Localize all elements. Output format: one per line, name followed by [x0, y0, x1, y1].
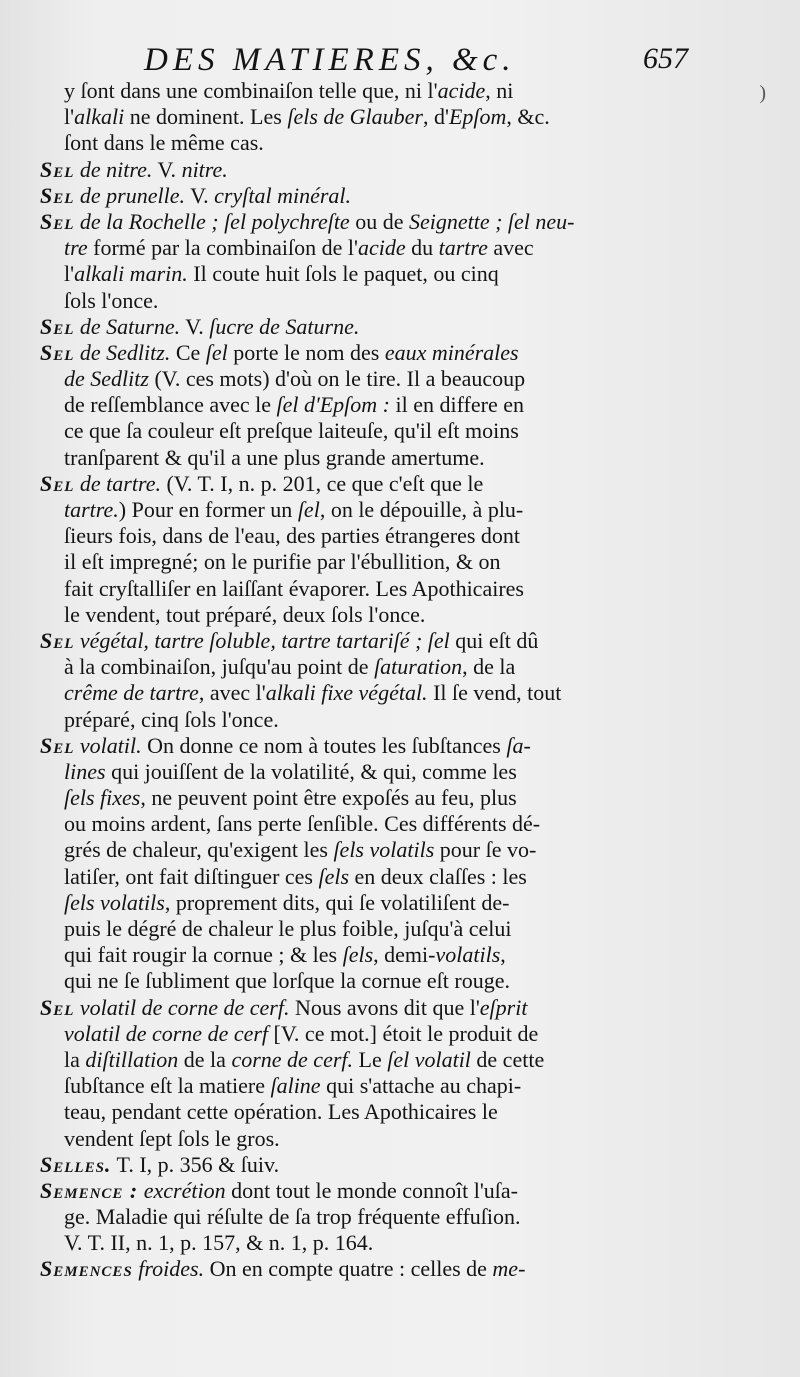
text-segment: Epſom: [448, 104, 507, 130]
entry-text-line: [40, 445, 702, 471]
text-segment: T. I, p. 356 & ſuiv.: [111, 1151, 280, 1177]
text-segment: qui s'attache au chapi-: [320, 1073, 522, 1099]
entry-headword-line: [40, 733, 702, 759]
text-segment: latiſer, ont fait diſtinguer ces: [64, 863, 319, 889]
text-segment: formé par la combinaiſon de l': [87, 235, 358, 261]
text-segment: végétal, tartre ſoluble, tartre tartariſé ; ſel: [74, 627, 450, 653]
text-segment: ſont dans le même cas.: [64, 130, 264, 156]
entry-headword-line: [40, 1256, 702, 1282]
text-segment: ſubſtance eſt la matiere: [64, 1073, 271, 1099]
entry-text-line: [40, 418, 702, 444]
text-segment: ou de: [349, 208, 409, 234]
text-segment: de cette: [470, 1046, 545, 1072]
text-segment: alkali marin.: [74, 261, 188, 287]
text-segment: acide: [437, 78, 486, 103]
entry-text-line: [40, 523, 702, 549]
text-segment: de Saturne.: [74, 313, 181, 339]
text-segment: à la combinaiſon, juſqu'au point de: [64, 654, 375, 680]
text-segment: teau, pendant cette opération. Les Apothicaires le: [64, 1099, 498, 1125]
text-segment: me-: [492, 1256, 526, 1282]
text-segment: diſtillation: [85, 1046, 179, 1072]
text-segment: avec: [487, 235, 534, 261]
text-segment: porte le nom des: [227, 339, 385, 365]
text-segment: vendent ſept ſols le gros.: [64, 1125, 280, 1151]
text-segment: tranſparent & qu'il a une plus grande amertume.: [64, 444, 485, 470]
entry-text-line: [40, 576, 702, 602]
text-segment: , demi-: [373, 942, 436, 968]
text-segment: volatils: [435, 942, 501, 968]
entry-headword-line: [40, 1178, 702, 1204]
text-segment: Nous avons dit que l': [289, 994, 480, 1020]
headword: Sel: [40, 156, 75, 182]
entry-text-line: [40, 837, 702, 863]
entry-text-line: [40, 366, 702, 392]
text-segment: lines: [64, 758, 106, 784]
headword: Sel: [40, 994, 75, 1020]
text-segment: volatil de corne de cerf: [64, 1020, 269, 1046]
text-segment: il en differe en: [390, 392, 524, 418]
headword: Sel: [40, 470, 75, 496]
text-segment: Le: [353, 1046, 388, 1072]
text-segment: volatil de corne de cerf.: [74, 994, 290, 1020]
running-title: DES MATIERES, &c.: [144, 42, 516, 78]
text-segment: de Sedlitz: [64, 366, 149, 392]
entry-text-line: [40, 707, 702, 733]
entry-headword-line: [40, 157, 702, 183]
entry-text-line: [40, 288, 702, 314]
text-segment: ) Pour en former un: [118, 497, 298, 522]
entry-headword-line: [40, 209, 702, 235]
text-segment: ſa-: [506, 732, 531, 758]
text-segment: qui eſt dû: [449, 627, 539, 653]
text-segment: , d': [422, 104, 449, 130]
text-segment: ſels volatils: [64, 889, 165, 915]
text-segment: corne de cerf.: [231, 1046, 354, 1072]
text-segment: l': [64, 261, 75, 287]
text-segment: en deux claſſes : les: [349, 863, 527, 889]
index-entries: [40, 78, 702, 1283]
entry-text-line: [40, 549, 702, 575]
text-segment: (V. T. I, n. p. 201, ce que c'eſt que le: [160, 470, 484, 496]
text-segment: ſel d'Epſom :: [276, 392, 391, 418]
text-segment: On en compte quatre : celles de: [204, 1256, 493, 1282]
text-segment: qui ne ſe ſubliment que lorſque la cornue eſt rouge.: [64, 968, 510, 994]
text-segment: V. T. II, n. 1, p. 157, & n. 1, p. 164.: [64, 1230, 374, 1256]
text-segment: (V. ces mots) d'où on le tire. Il a beaucoup: [148, 366, 526, 392]
entry-text-line: [40, 916, 702, 942]
text-segment: ge. Maladie qui réſulte de ſa trop fréquente effuſion.: [64, 1204, 521, 1230]
text-segment: il eſt impregné; on le purifie par l'ébullition, & on: [64, 549, 501, 575]
text-segment: de la: [178, 1046, 232, 1072]
text-segment: du: [405, 235, 439, 261]
entry-text-line: [40, 261, 702, 287]
text-segment: nitre.: [181, 156, 228, 182]
entry-text-line: [40, 1073, 702, 1099]
text-segment: ſel: [297, 497, 320, 522]
text-segment: de tartre.: [74, 470, 161, 496]
entry-headword-line: [40, 628, 702, 654]
text-segment: fait cryſtalliſer en laiſſant évaporer. Les Apothicaires: [64, 575, 524, 601]
text-segment: [V. ce mot.] étoit le produit de: [268, 1020, 539, 1046]
entry-text-line: [40, 1099, 702, 1125]
entry-text-line: [40, 811, 702, 837]
text-segment: On donne ce nom à toutes les ſubſtances: [141, 732, 507, 758]
text-segment: , proprement dits, qui ſe volatiliſent de-: [164, 889, 510, 915]
text-segment: ou moins ardent, ſans perte ſenſible. Ces différents dé-: [64, 811, 541, 837]
entry-text-line: [40, 1230, 702, 1256]
text-segment: la: [64, 1046, 86, 1072]
text-segment: le vendent, tout préparé, deux ſols l'once.: [64, 601, 426, 627]
text-segment: cryſtal minéral.: [214, 182, 352, 208]
text-segment: de reſſemblance avec le: [64, 392, 277, 418]
text-segment: ſels: [318, 863, 350, 889]
text-segment: , de la: [462, 654, 516, 680]
entry-text-line: [40, 968, 702, 994]
entry-text-line: [40, 785, 702, 811]
text-segment: qui fait rougir la cornue ; & les: [64, 942, 343, 968]
headword: Sel: [40, 627, 75, 653]
entry-text-line: [40, 759, 702, 785]
text-segment: ,: [500, 942, 506, 968]
headword: Semences: [40, 1256, 133, 1282]
headword: Semence :: [40, 1177, 139, 1203]
text-segment: alkali: [74, 104, 125, 130]
text-segment: ſieurs fois, dans de l'eau, des parties étrangeres dont: [64, 523, 521, 549]
text-segment: Ce: [170, 339, 206, 365]
text-segment: qui jouiſſent de la volatilité, & qui, comme les: [105, 758, 517, 784]
entry-headword-line: [40, 340, 702, 366]
text-segment: ſels: [342, 942, 374, 968]
text-segment: Il ſe vend, tout: [427, 680, 562, 706]
page-number: 657: [643, 42, 688, 75]
entry-text-line: [40, 680, 702, 706]
text-segment: préparé, cinq ſols l'once.: [64, 706, 279, 732]
text-segment: eaux minérales: [384, 339, 519, 365]
text-segment: ſels fixes: [64, 785, 141, 811]
text-segment: froides.: [132, 1256, 205, 1282]
text-segment: tartre.: [64, 497, 119, 522]
text-segment: ſaturation: [374, 654, 463, 680]
text-segment: Il coute huit ſols le paquet, ou cinq: [187, 261, 499, 287]
headword: Sel: [40, 339, 75, 365]
entry-text-line: [40, 602, 702, 628]
text-segment: volatil.: [74, 732, 142, 758]
headword: Sel: [40, 732, 75, 758]
entry-text-line: [40, 497, 702, 523]
text-segment: de Sedlitz.: [74, 339, 171, 365]
entry-text-line: [40, 1126, 702, 1152]
entry-text-line: [40, 654, 702, 680]
text-segment: ſaline: [270, 1073, 321, 1099]
entry-text-line: [40, 864, 702, 890]
text-segment: ne dominent. Les: [124, 104, 288, 130]
entry-text-line: [40, 890, 702, 916]
headword: Sel: [40, 182, 75, 208]
text-segment: ſels volatils: [333, 837, 435, 863]
entry-headword-line: [40, 314, 702, 340]
text-segment: , avec l': [198, 680, 266, 706]
text-segment: puis le dégré de chaleur le plus foible, juſqu'à celui: [64, 916, 512, 941]
entry-text-line: [40, 1204, 702, 1230]
text-segment: ce que ſa couleur eſt preſque laiteuſe, qu'il eſt moins: [64, 418, 519, 444]
text-segment: grés de chaleur, qu'exigent les: [64, 837, 334, 863]
entry-headword-line: [40, 995, 702, 1021]
entry-text-line: [40, 1021, 702, 1047]
entry-headword-line: [40, 1152, 702, 1178]
entry-text-line: [40, 1047, 702, 1073]
entry-text-line: [40, 392, 702, 418]
entry-headword-line: [40, 183, 702, 209]
text-segment: ſols l'once.: [64, 287, 159, 313]
text-segment: V.: [185, 182, 215, 208]
text-segment: ſel: [205, 339, 228, 365]
text-segment: de nitre.: [74, 156, 153, 182]
text-segment: de prunelle.: [74, 182, 185, 208]
text-segment: alkali fixe végétal.: [265, 680, 428, 706]
text-segment: excrétion: [138, 1177, 226, 1203]
entry-text-line: [40, 942, 702, 968]
text-segment: dont tout le monde connoît l'uſa-: [225, 1177, 518, 1203]
text-segment: , ni: [485, 78, 514, 103]
headword: Selles.: [40, 1151, 112, 1177]
text-segment: ſel volatil: [387, 1046, 471, 1072]
text-segment: tartre: [438, 235, 488, 261]
text-segment: l': [64, 104, 75, 130]
entry-text-line: [40, 235, 702, 261]
entry-headword-line: [40, 471, 702, 497]
text-segment: ſels de Glauber: [287, 104, 423, 130]
entry-text-line: [40, 104, 702, 130]
headword: Sel: [40, 208, 75, 234]
text-segment: eſprit: [479, 994, 528, 1020]
entry-text-line: [40, 130, 702, 156]
entry-text-line: [40, 78, 702, 104]
text-segment: Seignette ; ſel neu-: [408, 208, 575, 234]
text-segment: y ſont dans une combinaiſon telle que, ni l': [64, 78, 438, 103]
headword: Sel: [40, 313, 75, 339]
text-segment: , ne peuvent point être expoſés au feu, plus: [140, 785, 517, 811]
text-segment: acide: [357, 235, 406, 261]
text-segment: tre: [64, 235, 88, 261]
text-segment: V.: [180, 313, 210, 339]
text-segment: V.: [152, 156, 182, 182]
text-segment: , &c.: [506, 104, 550, 130]
text-segment: crême de tartre: [64, 680, 199, 706]
margin-mark: ): [759, 82, 766, 104]
text-segment: de la Rochelle ; ſel polychreſte: [74, 208, 350, 234]
text-segment: , on le dépouille, à plu-: [319, 497, 524, 522]
text-segment: ſucre de Saturne.: [209, 313, 360, 339]
text-segment: pour ſe vo-: [434, 837, 537, 863]
